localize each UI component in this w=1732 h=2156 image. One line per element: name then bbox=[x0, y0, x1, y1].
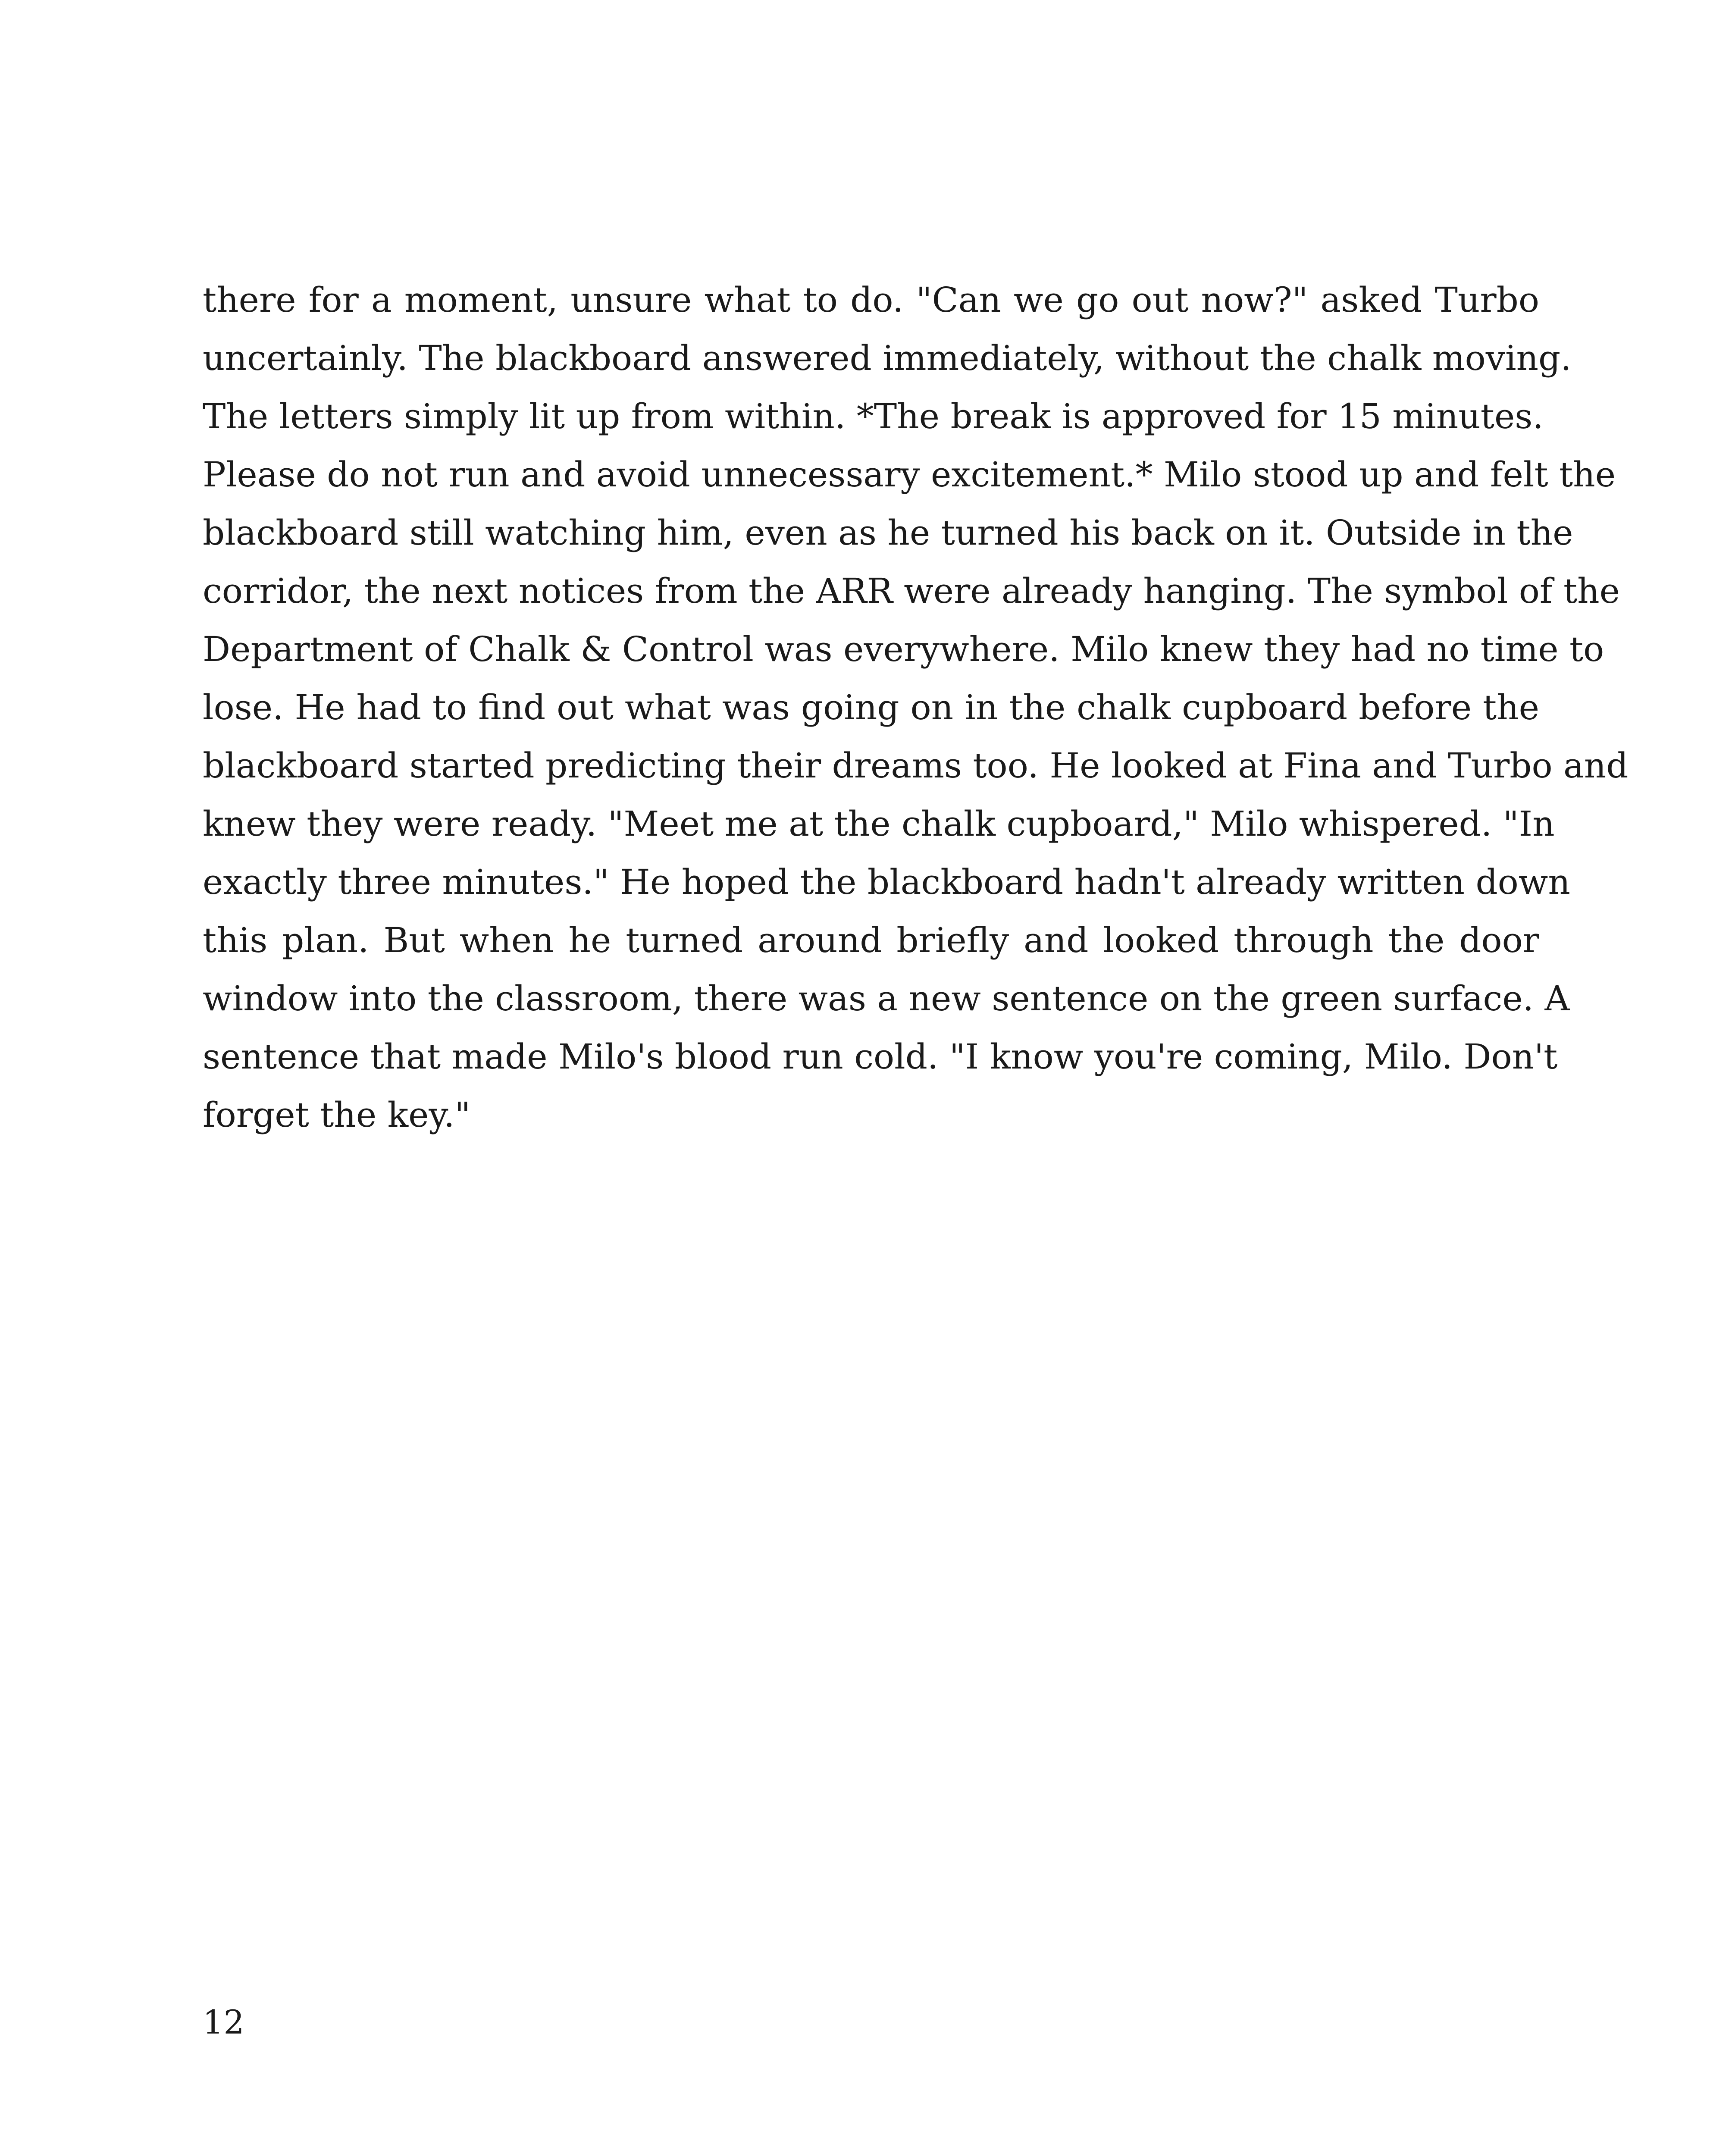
text-line: forget the key." bbox=[203, 1095, 471, 1135]
text-line: The letters simply lit up from within. *The break is approved for 15 minutes. bbox=[203, 396, 1544, 436]
text-line: window into the classroom, there was a new sentence on the green surface. A bbox=[203, 978, 1570, 1018]
text-line: knew they were ready. "Meet me at the chalk cupboard," Milo whispered. "In bbox=[203, 804, 1555, 844]
page-number: 12 bbox=[203, 2003, 244, 2041]
text-line: Please do not run and avoid unnecessary excitement.* Milo stood up and felt the bbox=[203, 454, 1616, 495]
text-line: lose. He had to find out what was going on in the chalk cupboard before the bbox=[203, 687, 1539, 727]
text-line: blackboard still watching him, even as he turned his back on it. Outside in the bbox=[203, 513, 1573, 553]
text-line: corridor, the next notices from the ARR were already hanging. The symbol of the bbox=[203, 571, 1620, 611]
text-line: this plan. But when he turned around briefly and looked through the door bbox=[203, 920, 1539, 960]
body-paragraph bbox=[203, 271, 1629, 1144]
text-line: blackboard started predicting their dreams too. He looked at Fina and Turbo and bbox=[203, 746, 1629, 786]
text-line: Department of Chalk & Control was everywhere. Milo knew they had no time to bbox=[203, 629, 1604, 669]
text-line: sentence that made Milo's blood run cold. "I know you're coming, Milo. Don't bbox=[203, 1037, 1558, 1077]
text-line: exactly three minutes." He hoped the blackboard hadn't already written down bbox=[203, 862, 1570, 902]
text-line: uncertainly. The blackboard answered immediately, without the chalk moving. bbox=[203, 338, 1572, 378]
text-line: there for a moment, unsure what to do. "Can we go out now?" asked Turbo bbox=[203, 280, 1539, 320]
